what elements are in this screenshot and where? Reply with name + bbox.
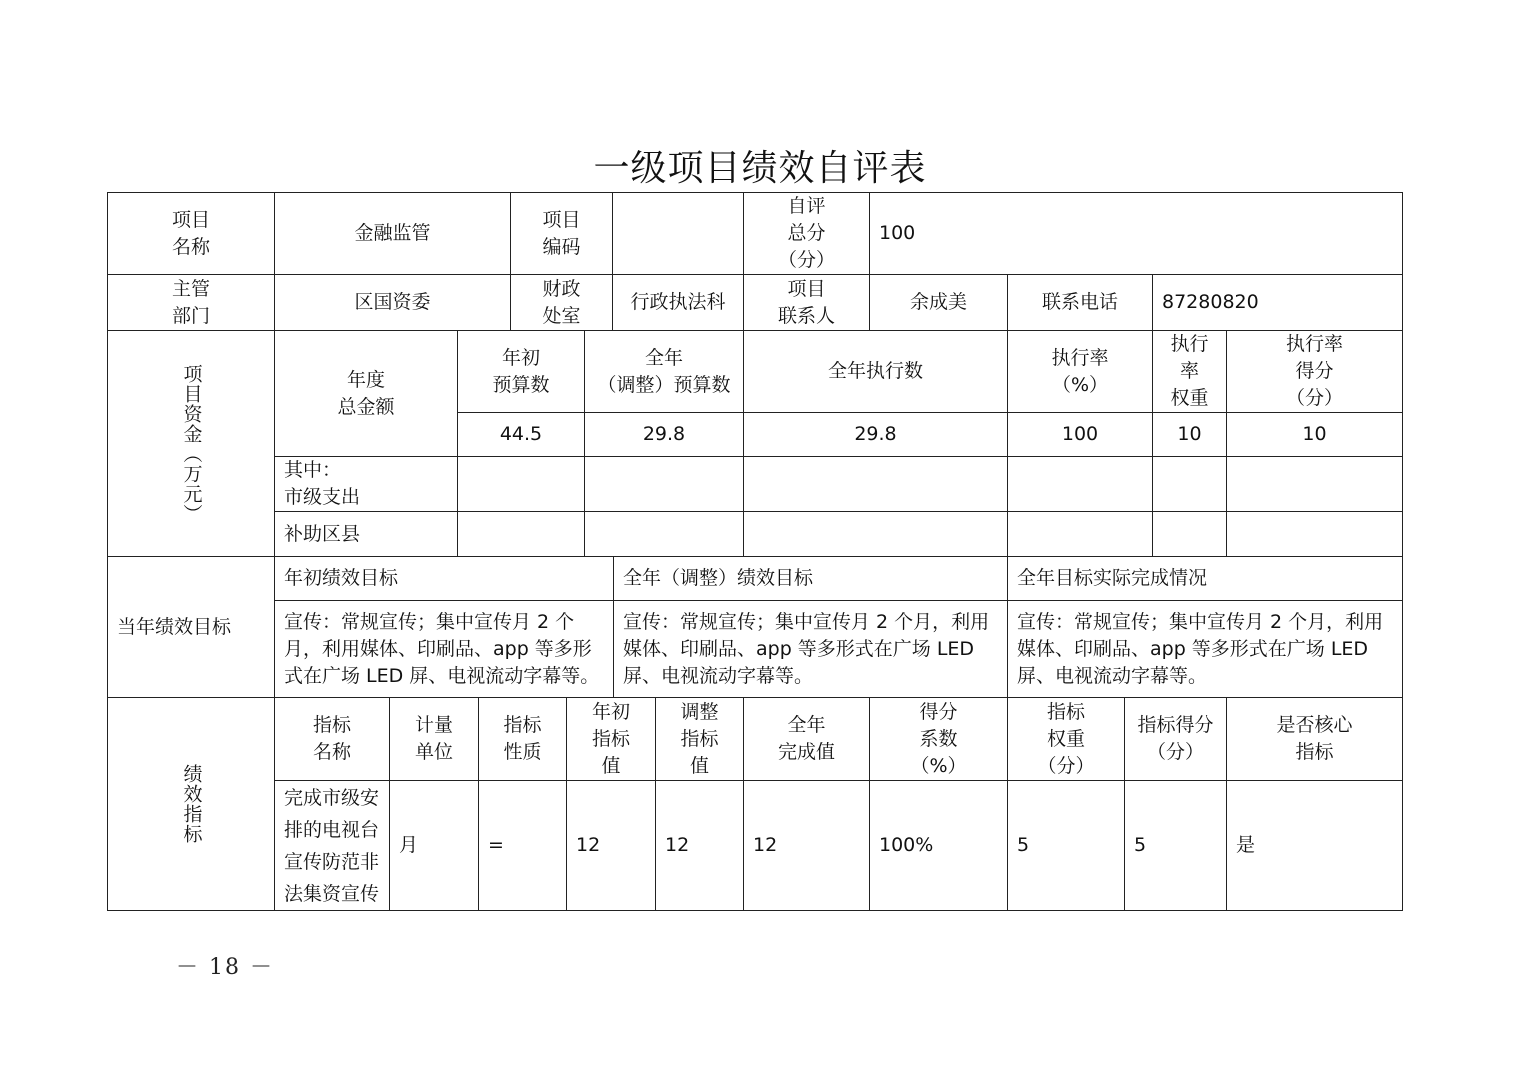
- initial-budget-header: 年初 预算数: [458, 331, 585, 413]
- phone-label: 联系电话: [1008, 275, 1153, 331]
- contact-label: 项目 联系人: [744, 275, 870, 331]
- indicator-unit-value: 月: [390, 781, 479, 910]
- county-subsidy-label: 补助区县: [275, 512, 458, 557]
- exec-score-header: 执行率 得分 （分）: [1227, 331, 1402, 413]
- exec-rate-header: 执行率 （%）: [1008, 331, 1153, 413]
- city-initial-cell: [458, 457, 585, 512]
- indicator-core-value: 是: [1236, 834, 1256, 856]
- actual-goal-text: 宣传：常规宣传；集中宣传月 2 个月，利用媒体、印刷品、app 等多形式在广场 LED 屏、电视流动字幕等。: [1008, 601, 1402, 698]
- indicator-completed-value: 12: [744, 781, 870, 910]
- indicator-adjusted-header: 调整 指标 值: [656, 698, 744, 781]
- performance-table: [107, 192, 1403, 911]
- indicator-score-value: 5: [1125, 781, 1227, 910]
- indicator-coefficient-header: 得分 系数 （%）: [870, 698, 1008, 781]
- indicator-weight-header: 指标 权重 （分）: [1008, 698, 1125, 781]
- city-score-cell: [1227, 457, 1402, 512]
- city-weight-cell: [1153, 457, 1227, 512]
- adjusted-budget-value: 29.8: [585, 413, 744, 457]
- exec-weight-header: 执行 率 权重: [1153, 331, 1227, 413]
- county-initial-cell: [458, 512, 585, 557]
- indicator-initial-header: 年初 指标 值: [567, 698, 656, 781]
- self-score-value: 100: [870, 193, 1402, 275]
- initial-goal-label: 年初绩效目标: [275, 557, 614, 601]
- project-code-label: 项目 编码: [511, 193, 613, 275]
- annual-total-label: 年度 总金额: [275, 331, 458, 457]
- contact-value: 余成美: [870, 275, 1008, 331]
- indicator-unit-header: 计量 单位: [390, 698, 479, 781]
- adjusted-budget-header: 全年 （调整）预算数: [585, 331, 744, 413]
- adjusted-goal-text: 宣传：常规宣传；集中宣传月 2 个月，利用媒体、印刷品、app 等多形式在广场 LED 屏、电视流动字幕等。: [614, 601, 1008, 698]
- indicator-nature-value: =: [479, 781, 567, 910]
- indicator-coefficient-value: 100%: [870, 781, 1008, 910]
- goals-section-label: 当年绩效目标: [108, 557, 275, 698]
- city-executed-cell: [744, 457, 1008, 512]
- project-code-value: [613, 193, 744, 275]
- indicator-core-header: 是否核心 指标: [1227, 698, 1402, 781]
- phone-value: 87280820: [1153, 275, 1402, 331]
- indicator-name-header: 指标 名称: [275, 698, 390, 781]
- adjusted-goal-label: 全年（调整）绩效目标: [614, 557, 1008, 601]
- county-adjusted-cell: [585, 512, 744, 557]
- city-expense-label: 其中： 市级支出: [275, 457, 458, 512]
- initial-goal-text: 宣传：常规宣传；集中宣传月 2 个月，利用媒体、印刷品、app 等多形式在广场 LED 屏、电视流动字幕等。: [275, 601, 614, 698]
- initial-budget-value: 44.5: [458, 413, 585, 457]
- exec-score-value: 10: [1227, 413, 1402, 457]
- executed-value: 29.8: [744, 413, 1008, 457]
- finance-office-value: 行政执法科: [613, 275, 744, 331]
- exec-rate-value: 100: [1008, 413, 1153, 457]
- city-rate-cell: [1008, 457, 1153, 512]
- page-number: － 18 －: [176, 955, 274, 980]
- indicator-name-value: 完成市级安排的电视台宣传防范非法集资宣传: [275, 781, 390, 910]
- indicators-section-label: [108, 698, 275, 910]
- city-adjusted-cell: [585, 457, 744, 512]
- indicators-section-text: 绩效指标: [180, 764, 203, 844]
- dept-value: 区国资委: [275, 275, 511, 331]
- county-executed-cell: [744, 512, 1008, 557]
- self-score-label: 自评 总分 （分）: [744, 193, 870, 275]
- indicator-completed-header: 全年 完成值: [744, 698, 870, 781]
- exec-weight-value: 10: [1153, 413, 1227, 457]
- project-name-label: 项目 名称: [108, 193, 275, 275]
- funds-section-label: [108, 331, 275, 557]
- executed-header: 全年执行数: [744, 331, 1008, 413]
- county-score-cell: [1227, 512, 1402, 557]
- page-title: 一级项目绩效自评表: [593, 148, 927, 189]
- indicator-score-header: 指标得分 （分）: [1125, 698, 1227, 781]
- dept-label: 主管 部门: [108, 275, 275, 331]
- indicator-initial-value: 12: [567, 781, 656, 910]
- county-rate-cell: [1008, 512, 1153, 557]
- finance-office-label: 财政 处室: [511, 275, 613, 331]
- project-name-value: 金融监管: [275, 193, 511, 275]
- indicator-weight-value: 5: [1008, 781, 1125, 910]
- indicator-adjusted-value: 12: [656, 781, 744, 910]
- actual-goal-label: 全年目标实际完成情况: [1008, 557, 1402, 601]
- indicator-nature-header: 指标 性质: [479, 698, 567, 781]
- funds-section-text: 项目资金（万元）: [180, 363, 203, 524]
- county-weight-cell: [1153, 512, 1227, 557]
